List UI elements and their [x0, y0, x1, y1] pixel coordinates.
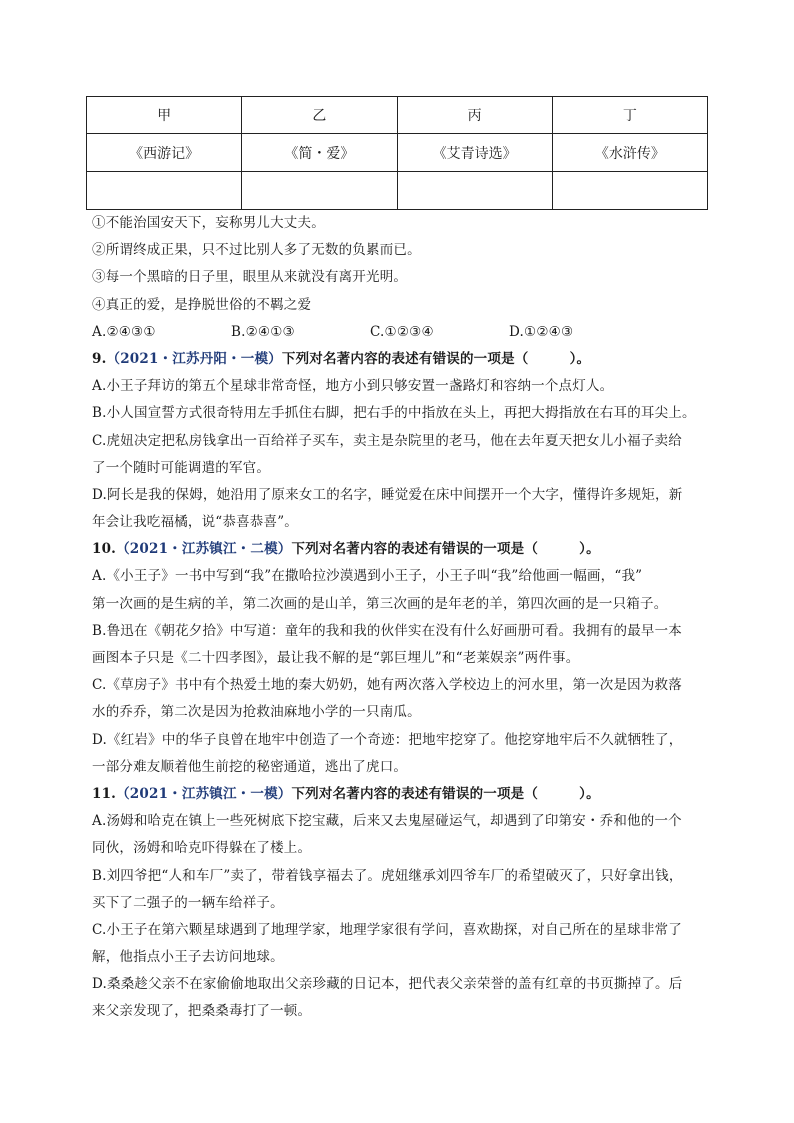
question-9-heading	[92, 346, 712, 373]
option-line: A.小王子拜访的第五个星球非常奇怪，地方小到只够安置一盏路灯和容纳一个点灯人。	[92, 378, 614, 395]
option-line: 一部分难友顺着他生前挖的秘密通道，逃出了虎口。	[92, 758, 408, 775]
table-answer-cell	[552, 172, 707, 210]
option-line: C.虎妞决定把私房钱拿出一百给祥子买车，卖主是杂院里的老马，他在去年夏天把女儿小福子卖给	[92, 432, 682, 449]
option-line: 买下了二强子的一辆车给祥子。	[92, 894, 284, 911]
table-book-cell: 《水浒传》	[552, 134, 707, 172]
table-header-cell: 丙	[397, 97, 552, 134]
question-source: （2021・江苏镇江・一模）	[116, 785, 292, 802]
statement-line: ②所谓终成正果，只不过比别人多了无数的负累而已。	[92, 242, 421, 259]
option-line: 同伙，汤姆和哈克吓得躲在了楼上。	[92, 840, 312, 857]
table-answer-cell	[242, 172, 397, 210]
question-stem: 下列对名著内容的表述有错误的一项是（ ）。	[291, 541, 600, 558]
table-answer-cell	[397, 172, 552, 210]
q8-options	[92, 319, 712, 346]
option-line: A.《小王子》一书中写到“我”在撒哈拉沙漠遇到小王子，小王子叫“我”给他画一幅画，“我”	[92, 568, 643, 585]
option-line: B.鲁迅在《朝花夕拾》中写道：童年的我和我的伙伴实在没有什么好画册可看。我拥有的最早一本	[92, 622, 683, 639]
option-d: D.①②④③	[509, 323, 574, 340]
option-line: D.桑桑趁父亲不在家偷偷地取出父亲珍藏的日记本，把代表父亲荣誉的盖有红章的书页撕掉了。后	[92, 976, 683, 993]
option-line: 年会让我吃福橘，说“恭喜恭喜”。	[92, 514, 299, 531]
question-source: （2021・江苏镇江・二模）	[116, 541, 292, 558]
question-number: 9.	[92, 350, 107, 367]
table-header-cell: 乙	[242, 97, 397, 134]
question-number: 10.	[92, 541, 117, 558]
option-line: D.阿长是我的保姆，她沿用了原来女工的名字，睡觉爱在床中间摆开一个大字，懂得许多规矩，新	[92, 486, 683, 503]
option-line: B.小人国宣誓方式很奇特用左手抓住右脚，把右手的中指放在头上，再把大拇指放在右耳的耳尖上。	[92, 405, 696, 422]
question-10-heading	[92, 536, 712, 563]
table-header-row	[87, 97, 708, 134]
question-number: 11.	[92, 785, 117, 802]
table-book-cell: 《艾青诗选》	[397, 134, 552, 172]
option-line: D.《红岩》中的华子良曾在地牢中创造了一个奇迹：把地牢挖穿了。他挖穿地牢后不久就牺牲了，	[92, 731, 683, 748]
option-line: 了一个随时可能调遣的军官。	[92, 459, 271, 476]
option-line: 来父亲发现了，把桑桑毒打了一顿。	[92, 1003, 312, 1020]
option-line: C.《草房子》书中有个热爱土地的秦大奶奶，她有两次落入学校边上的河水里，第一次是因为救落	[92, 677, 682, 694]
option-line: A.汤姆和哈克在镇上一些死树底下挖宝藏，后来又去鬼屋碰运气，却遇到了印第安・乔和他的一个	[92, 813, 682, 830]
option-line: C.小王子在第六颗星球遇到了地理学家，地理学家很有学问，喜欢勘探，对自己所在的星球非常了	[92, 921, 682, 938]
statement-line: ③每一个黑暗的日子里，眼里从来就没有离开光明。	[92, 269, 408, 286]
option-b: B.②④①③	[231, 323, 295, 340]
table-answer-row	[87, 172, 708, 210]
option-line: 第一次画的是生病的羊，第二次画的是山羊，第三次画的是年老的羊，第四次画的是一只箱子。	[92, 595, 668, 612]
question-source: （2021・江苏丹阳・一模）	[106, 350, 282, 367]
statement-line: ④真正的爱，是挣脱世俗的不羁之爱	[92, 296, 312, 313]
question-text-block	[92, 210, 712, 1026]
matching-table	[86, 96, 708, 210]
question-stem: 下列对名著内容的表述有错误的一项是（ ）。	[281, 350, 591, 367]
table-book-cell: 《西游记》	[87, 134, 242, 172]
option-line: 画图本子只是《二十四孝图》，最让我不解的是“郭巨埋儿”和“老莱娱亲”两件事。	[92, 650, 580, 666]
table-book-row	[87, 134, 708, 172]
statement-line: ①不能治国安天下，妄称男儿大丈夫。	[92, 215, 325, 231]
table-header-cell: 丁	[552, 97, 707, 134]
option-line: B.刘四爷把“人和车厂”卖了，带着钱享福去了。虎妞继承刘四爷车厂的希望破灭了，只好拿出钱，	[92, 867, 683, 884]
option-line: 解，他指点小王子去访问地球。	[92, 949, 284, 966]
question-11-heading	[92, 781, 712, 808]
table-header-cell: 甲	[87, 97, 242, 134]
option-c: C.①②③④	[370, 323, 434, 340]
question-stem: 下列对名著内容的表述有错误的一项是（ ）。	[291, 785, 600, 802]
option-line: 水的乔乔，第二次是因为抢救油麻地小学的一只南瓜。	[92, 704, 421, 721]
option-a: A.②④③①	[92, 323, 156, 340]
table-book-cell: 《简・爱》	[242, 134, 397, 172]
table-answer-cell	[87, 172, 242, 210]
